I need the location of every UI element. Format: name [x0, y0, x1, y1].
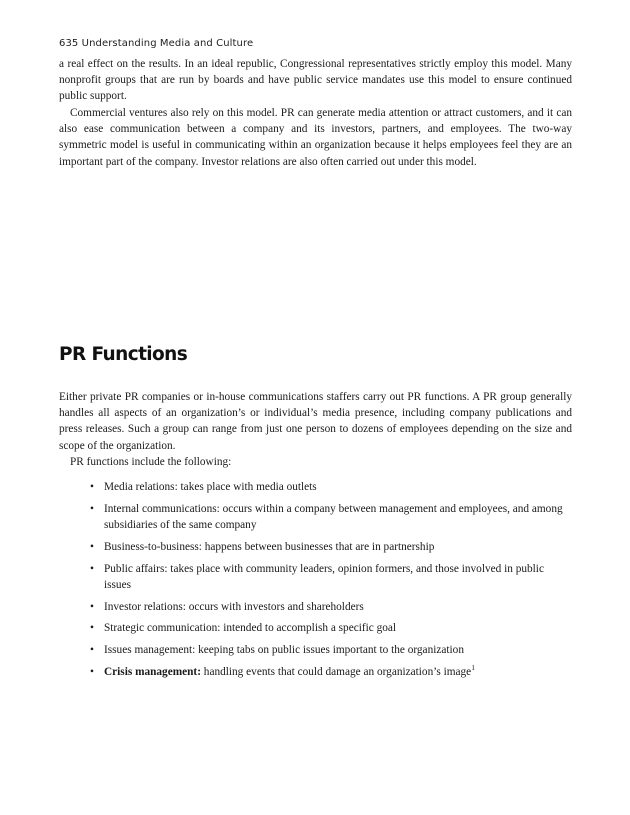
list-item-text: handling events that could damage an organization’s image	[200, 665, 472, 678]
list-item: • Issues management: keeping tabs on public issues important to the organization	[90, 642, 570, 658]
pr-functions-list	[90, 479, 570, 686]
list-lead: PR functions include the following:	[70, 456, 232, 468]
section-heading: PR Functions	[59, 344, 188, 365]
list-item: • Media relations: takes place with media outlets	[90, 479, 570, 495]
running-head: 635 Understanding Media and Culture	[59, 38, 254, 49]
list-item: • Strategic communication: intended to accomplish a specific goal	[90, 620, 570, 636]
list-item: • Internal communications: occurs within a company between management and employees, and among subsidiaries of the same company	[90, 501, 570, 533]
list-item-crisis-management	[90, 664, 570, 680]
list-item-separator: :	[197, 665, 201, 678]
list-item: • Business-to-business: happens between businesses that are in partnership	[90, 539, 570, 555]
paragraph-intro: Either private PR companies or in-house communications staffers carry out PR functions. A PR group generally handles all aspects of an organization’s or individual’s media presence, including company publications and press releases. Such a group can range from just one person to dozens of employees depending on the size and scope of the organization.	[59, 391, 572, 452]
paragraph-continued: a real effect on the results. In an ideal republic, Congressional representatives strictly employ this model. Many nonprofit groups that are run by boards and have public service mandates use this model to ensure continued public support.	[59, 58, 572, 103]
paragraph-commercial-ventures: Commercial ventures also rely on this model. PR can generate media attention or attract customers, and it can also ease communication between a company and its investors, partners, and employees. The two-way symmetric model is useful in communicating within an organization because it helps employees feel they are an important part of the company. Investor relations are also often carried out under this model.	[59, 107, 572, 168]
footnote-marker[interactable]: 1	[471, 663, 475, 673]
list-item: • Investor relations: occurs with investors and shareholders	[90, 599, 570, 615]
list-item-term: Crisis management	[104, 665, 198, 678]
list-item: • Public affairs: takes place with community leaders, opinion formers, and those involved in public issues	[90, 561, 570, 593]
